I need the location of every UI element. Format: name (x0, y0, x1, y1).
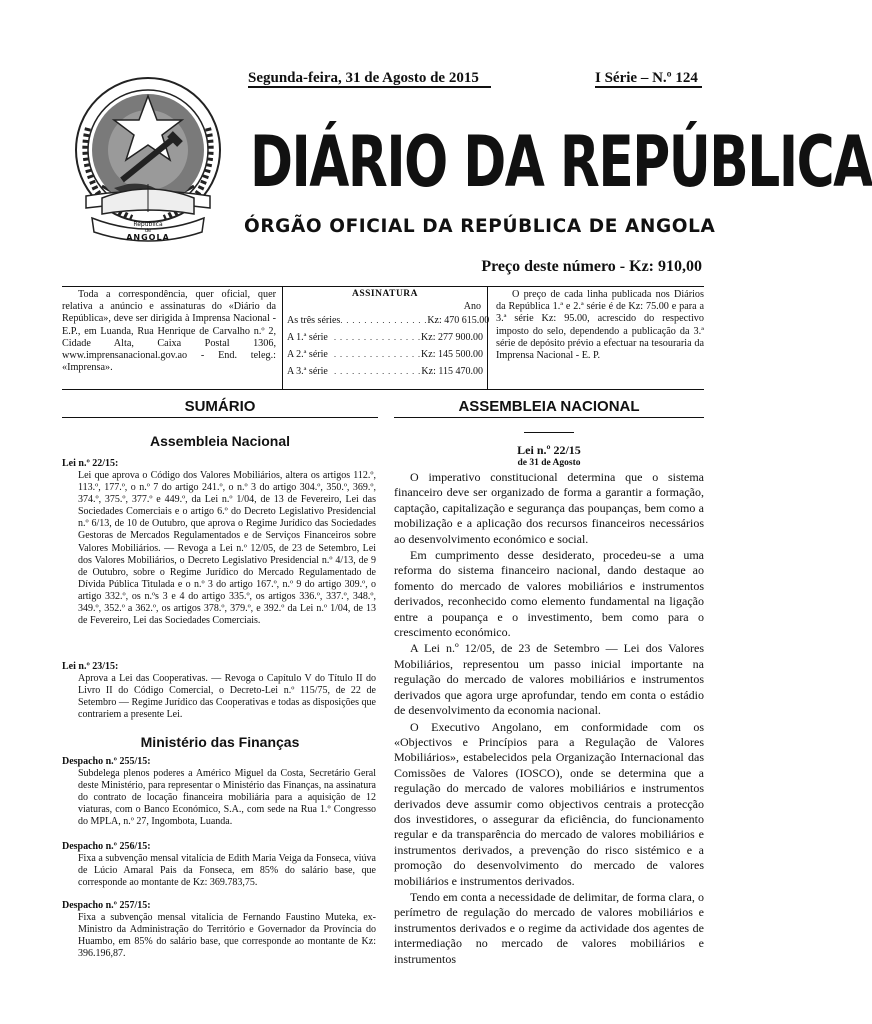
angola-emblem (62, 68, 234, 248)
sumario-rule (62, 417, 378, 418)
subscription-row (283, 312, 490, 329)
subscription-dots: . . . . . . . . . . . . . . . (334, 350, 422, 359)
subscription-dots: . . . . . . . . . . . . . . . (340, 316, 428, 325)
pricing-notice: O preço de cada linha publicada nos Diários da República 1.ª e 2.ª série é de Kz: 75.00 e para a 3.ª série Kz: 95.00, acrescido do respectivo imposto do selo, dependendo a publicação da 3.ª série de depósito prévio a efectuar na tesouraria da Imprensa Nacional - E. P. (496, 289, 704, 362)
paragraph: A Lei n.º 12/05, de 23 de Setembro — Lei dos Valores Mobiliários, representou um passo inicial importante na regulação do mercado de valores mobiliários e instrumentos derivados que agora urge aprofundar, tendo em conta o estádio de desenvolvimento da economia nacional. (394, 641, 704, 718)
paragraph: Em cumprimento desse desiderato, procedeu-se a uma reforma do sistema financeiro nacional, dando destaque ao fomento do mercado de valores mobiliários e instrumentos derivados, reconhecido como elemento fundamental na ligação entre a poupança e o investimento, bem como para o crescimento económico. (394, 548, 704, 640)
info-box (62, 286, 704, 390)
article-heading: ASSEMBLEIA NACIONAL (458, 398, 640, 415)
subscription-price: Kz: 115 470.00 (421, 366, 483, 377)
subscription-label: A 3.ª série (287, 366, 328, 377)
entry-text-despacho-256: Fixa a subvenção mensal vitalícia de Edith Maria Veiga da Fonseca, viúva de Lúcio Amaral Pais da Fonseca, em 85% do salário base, que corresponde ao montante de Kz: 369.783,75. (78, 853, 376, 889)
subscription-price: Kz: 277 900.00 (421, 332, 483, 343)
lei-date: de 31 de Agosto (517, 458, 581, 468)
correspondence-notice: Toda a correspondência, quer oficial, quer relativa a anúncio e assinaturas do «Diário da República», deve ser dirigida à Imprensa Nacional - E.P., em Luanda, Rua Henrique de Carvalho n.º 2, Cidade Alta, Caixa Postal 1306, www.imprensanacional.gov.ao - End. teleg.: «Imprensa». (62, 289, 276, 374)
entry-text-lei-23: Aprova a Lei das Cooperativas. — Revoga o Capítulo V do Título II do Livro II do Código Comercial, o Decreto-Lei n.º 115/75, de 22 de Setembro — Regime Jurídico das Cooperativas e todas as disposições que contrariem a presente Lei. (78, 673, 376, 721)
masthead-title: DIÁRIO DA REPÚBLICA (250, 121, 872, 203)
subscription-row (283, 363, 487, 380)
entry-label-despacho-255: Despacho n.º 255/15: (62, 756, 151, 767)
subscription-dots: . . . . . . . . . . . . . . . (334, 367, 422, 376)
date-underline (248, 86, 491, 88)
entry-label-lei-23: Lei n.º 23/15: (62, 661, 119, 672)
subscription-row (283, 329, 487, 346)
subscription-label: A 1.ª série (287, 332, 328, 343)
subscription-price: Kz: 145 500.00 (421, 349, 483, 360)
lei-rule (524, 432, 574, 433)
subscription-label: As três séries (287, 315, 341, 326)
emblem-text-mid: de (144, 228, 152, 234)
emblem-text-bottom: ANGOLA (126, 233, 170, 242)
entry-label-despacho-257: Despacho n.º 257/15: (62, 900, 151, 911)
article-rule (394, 417, 704, 418)
entry-text-despacho-255: Subdelega plenos poderes a Américo Miguel da Costa, Secretário Geral deste Ministério, para representar o Ministério das Finanças, na assinatura do contrato de locação financeira mobiliária para a aquisição de 12 viaturas, com o Banco Económico, S.A., com sede na Rua 1.º Congresso do MPLA, n.º 27, Ingombota, Luanda. (78, 768, 376, 828)
paragraph: O imperativo constitucional determina que o sistema financeiro deve ser organizado de forma a garantir a formação, captação, capitalização e segurança das poupanças, bem como a mobilização e a aplicação dos recursos financeiros necessários ao desenvolvimento económico e social. (394, 470, 704, 546)
serie-underline (595, 86, 702, 88)
sumario-heading: SUMÁRIO (184, 398, 256, 415)
subscription-price: Kz: 470 615.00 (427, 315, 490, 326)
section-financas: Ministério das Finanças (140, 734, 300, 750)
section-assembleia: Assembleia Nacional (149, 433, 291, 449)
subscription-row (283, 346, 487, 363)
article-body (394, 470, 704, 968)
entry-label-lei-22: Lei n.º 22/15: (62, 458, 119, 469)
entry-label-despacho-256: Despacho n.º 256/15: (62, 841, 151, 852)
subscription-title: ASSINATURA (351, 289, 419, 299)
subscription-dots: . . . . . . . . . . . . . . . (334, 333, 422, 342)
subscription-label: A 2.ª série (287, 349, 328, 360)
entry-text-despacho-257: Fixa a subvenção mensal vitalícia de Fernando Faustino Muteka, ex-Ministro da Administração do Território e Governador da Província do Huambo, em 85% do salário base, que corresponde ao montante de Kz: 396.196,87. (78, 912, 376, 960)
masthead-subtitle: ÓRGÃO OFICIAL DA REPÚBLICA DE ANGOLA (244, 216, 716, 237)
subscription-year-label: Ano (463, 301, 481, 312)
issue-price: Preço deste número - Kz: 910,00 (481, 258, 702, 275)
issue-date: Segunda-feira, 31 de Agosto de 2015 (248, 70, 479, 86)
paragraph: O Executivo Angolano, em conformidade com os «Objectivos e Princípios para a Regulação de Valores Mobiliários», estabelecidos pela Organização Internacional das Comissões de Valores (IOSCO), onde se determina que a regulação do mercado de valores mobiliários e instrumentos derivados deve assumir como objectivos centrais a protecção dos investidores, o assegurar da eficiência, do funcionamento regular e da transparência do mercado de valores mobiliários e instrumentos derivados, a prevenção do risco sistémico e a promoção do desenvolvimento do mercado de valores mobiliários e instrumentos derivados. (394, 719, 704, 888)
subscription-table (282, 287, 488, 389)
lei-title: Lei n.º 22/15 (517, 443, 581, 457)
emblem-text-top: República (133, 221, 163, 228)
entry-text-lei-22: Lei que aprova o Código dos Valores Mobiliários, altera os artigos 112.º, 113.º, 177.º, o n.º 7 do artigo 241.º, o n.º 3 do artigo 304.º, 350.º, 369.º, 374.º, 375.º, 377.º e 449.º, da Lei n.º 1/04, de 13 de Fevereiro, Lei das Sociedades Comerciais e o artigo 6.º do Decreto Legislativo Presidencial n.º 6/13, de 10 de Outubro, que aprova o Regime Jurídico das Sociedades Gestoras de Mercados Regulamentados e de Serviços Financeiros sobre Valores Mobiliários. — Revoga a Lei n.º 12/05, de 23 de Setembro, Lei dos Valores Mobiliários, o Decreto Legislativo Presidencial n.º 4/13, de 9 de Outubro, sobre o Regime Jurídico do Mercado Regulamentado de Dívida Pública Titulada e o n.º 3 do artigo 167.º, n.º 9 do artigo 309.º, o artigo 332.º, os n.ºs 3 e 4 do artigo 335.º, os artigos 336.º, 337.º, 348.º, 349.º, 352.º a 362.º, os artigos 378.º, 379.º, e 392.º da Lei n.º 1/04, de 13 de Fevereiro, Lei das Sociedades Comerciais. (78, 470, 376, 627)
paragraph: Tendo em conta a necessidade de delimitar, de forma clara, o perímetro de regulação do mercado de valores mobiliários e instrumentos derivados e o regime da actividade dos agentes de intermediação no mercado de valores mobiliários e instrumentos (394, 889, 704, 966)
issue-serie: I Série – N.º 124 (595, 70, 698, 86)
